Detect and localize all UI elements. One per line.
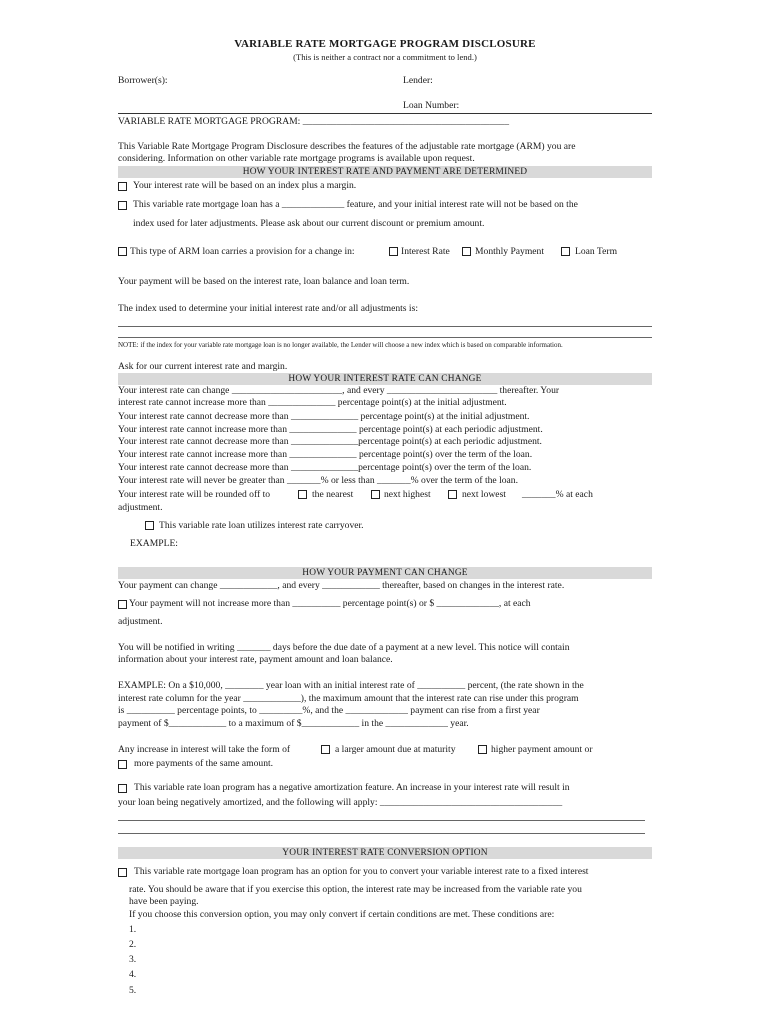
round-next-lowest-option: next lowest — [462, 489, 506, 500]
index-plus-margin-text: Your interest rate will be based on an index plus a margin. — [133, 180, 357, 191]
index-blank-line-1[interactable] — [118, 326, 652, 327]
rate-change-line-7: Your interest rate cannot decrease more than ______________percentage point(s) over the term of the loan. — [118, 462, 532, 473]
increase-form-prefix: Any increase in interest will take the form of — [118, 744, 291, 755]
monthly-payment-checkbox[interactable] — [462, 247, 471, 256]
loan-term-option: Loan Term — [575, 246, 618, 257]
feature-line-2: index used for later adjustments. Please ask about our current discount or premium amount. — [133, 218, 485, 229]
round-nearest-checkbox[interactable] — [298, 490, 307, 499]
program-label[interactable]: VARIABLE RATE MORTGAGE PROGRAM: ___________________________________________ — [118, 116, 510, 127]
more-payments-checkbox[interactable] — [118, 760, 127, 769]
conversion-line-4: If you choose this conversion option, you may only convert if certain conditions are met. These conditions are: — [129, 909, 555, 920]
higher-payment-option: higher payment amount or — [491, 744, 593, 755]
index-blank-line-2[interactable] — [118, 337, 652, 338]
section-heading-payment-change: HOW YOUR PAYMENT CAN CHANGE — [118, 567, 652, 579]
notified-line-1: You will be notified in writing _______ days before the due date of a payment at a new level. This notice will contain — [118, 642, 570, 653]
loan-number-label: Loan Number: — [403, 100, 460, 111]
document-title: VARIABLE RATE MORTGAGE PROGRAM DISCLOSURE — [234, 38, 536, 50]
rate-change-line-1: Your interest rate can change _______________________, and every _______________________ thereafter. Your — [118, 385, 560, 396]
larger-amount-option: a larger amount due at maturity — [335, 744, 456, 755]
negative-amortization-line-2: your loan being negatively amortized, and the following will apply: ______________________________________ — [118, 797, 563, 808]
payment-example-line-1: EXAMPLE: On a $10,000, ________ year loan with an initial interest rate of __________ percent, (the rate shown in the — [118, 680, 584, 691]
round-nearest-option: the nearest — [312, 489, 354, 500]
index-used-text: The index used to determine your initial interest rate and/or all adjustments is: — [118, 303, 418, 314]
round-next-highest-checkbox[interactable] — [371, 490, 380, 499]
rounding-suffix: _______% at each — [522, 489, 593, 500]
condition-item: 2. — [129, 939, 137, 950]
negative-amortization-checkbox[interactable] — [118, 784, 127, 793]
ask-rate-text: Ask for our current interest rate and margin. — [118, 361, 288, 372]
carryover-text: This variable rate loan utilizes interest rate carryover. — [159, 520, 364, 531]
section-heading-rate-change: HOW YOUR INTEREST RATE CAN CHANGE — [118, 373, 652, 385]
feature-line-1: This variable rate mortgage loan has a _____________ feature, and your initial interest rate will not be based on the — [133, 199, 578, 210]
higher-payment-checkbox[interactable] — [478, 745, 487, 754]
condition-item: 1. — [129, 924, 137, 935]
conversion-line-3: have been paying. — [129, 896, 199, 907]
payment-example-line-4: payment of $____________ to a maximum of $____________ in the _____________ year. — [118, 718, 469, 729]
negative-amortization-blank-2[interactable] — [118, 833, 645, 834]
negative-amortization-line-1: This variable rate loan program has a negative amortization feature. An increase in your interest rate will result in — [134, 782, 570, 793]
rate-change-line-2: interest rate cannot increase more than ______________ percentage point(s) at the initial adjustment. — [118, 397, 507, 408]
rate-change-line-3: Your interest rate cannot decrease more than ______________ percentage point(s) at the initial adjustment. — [118, 411, 530, 422]
conversion-line-2: rate. You should be aware that if you exercise this option, the interest rate may be increased from the variable rate you — [129, 884, 582, 895]
conversion-option-checkbox[interactable] — [118, 868, 127, 877]
section-heading-determined: HOW YOUR INTEREST RATE AND PAYMENT ARE DETERMINED — [118, 166, 652, 178]
notified-line-2: information about your interest rate, payment amount and loan balance. — [118, 654, 393, 665]
conversion-line-1: This variable rate mortgage loan program has an option for you to convert your variable interest rate to a fixed interest — [134, 866, 589, 877]
payment-adjustment: adjustment. — [118, 616, 163, 627]
carryover-checkbox[interactable] — [145, 521, 154, 530]
payment-no-increase-text: Your payment will not increase more than __________ percentage point(s) or $ _____________, at each — [129, 598, 531, 609]
document-subtitle: (This is neither a contract nor a commitment to lend.) — [293, 52, 477, 62]
monthly-payment-option: Monthly Payment — [475, 246, 545, 257]
provision-text: This type of ARM loan carries a provision for a change in: — [130, 246, 355, 257]
intro-line-2: considering. Information on other variable rate mortgage programs is available upon request. — [118, 153, 475, 164]
rounding-prefix: Your interest rate will be rounded off to — [118, 489, 271, 500]
condition-item: 4. — [129, 969, 137, 980]
more-payments-option: more payments of the same amount. — [134, 758, 274, 769]
condition-item: 5. — [129, 985, 137, 996]
interest-rate-option: Interest Rate — [401, 246, 450, 257]
round-next-highest-option: next highest — [384, 489, 431, 500]
negative-amortization-blank-1[interactable] — [118, 820, 645, 821]
rate-change-line-6: Your interest rate cannot increase more than ______________ percentage point(s) over the term of the loan. — [118, 449, 533, 460]
payment-example-line-3: is __________ percentage points, to _________%, and the _____________ payment can rise from a first year — [118, 705, 540, 716]
rate-change-line-4: Your interest rate cannot increase more than ______________ percentage point(s) at each periodic adjustment. — [118, 424, 543, 435]
section-heading-conversion: YOUR INTEREST RATE CONVERSION OPTION — [118, 847, 652, 859]
index-note: NOTE: if the index for your variable rate mortgage loan is no longer available, the Lender will choose a new index which is based on comparable information. — [118, 341, 563, 349]
discount-feature-checkbox[interactable] — [118, 201, 127, 210]
provision-checkbox[interactable] — [118, 247, 127, 256]
payment-change-line-1: Your payment can change ____________, and every ____________ thereafter, based on changes in the interest rate. — [118, 580, 565, 591]
intro-line-1: This Variable Rate Mortgage Program Disclosure describes the features of the adjustable rate mortgage (ARM) you are — [118, 141, 576, 152]
index-plus-margin-checkbox[interactable] — [118, 182, 127, 191]
rounding-adjustment: adjustment. — [118, 502, 163, 513]
rate-change-line-8: Your interest rate will never be greater than _______% or less than _______% over the term of the loan. — [118, 475, 518, 486]
borrower-label: Borrower(s): — [118, 75, 168, 86]
header-divider — [118, 113, 652, 114]
larger-amount-checkbox[interactable] — [321, 745, 330, 754]
round-next-lowest-checkbox[interactable] — [448, 490, 457, 499]
condition-item: 3. — [129, 954, 137, 965]
payment-based-text: Your payment will be based on the interest rate, loan balance and loan term. — [118, 276, 410, 287]
rate-change-line-5: Your interest rate cannot decrease more than ______________percentage point(s) at each periodic adjustment. — [118, 436, 542, 447]
interest-rate-checkbox[interactable] — [389, 247, 398, 256]
payment-example-line-2: interest rate column for the year ____________), the maximum amount that the interest rate can rise under this program — [118, 693, 579, 704]
lender-label: Lender: — [403, 75, 433, 86]
payment-no-increase-checkbox[interactable] — [118, 600, 127, 609]
loan-term-checkbox[interactable] — [561, 247, 570, 256]
rate-example-label: EXAMPLE: — [130, 538, 178, 549]
